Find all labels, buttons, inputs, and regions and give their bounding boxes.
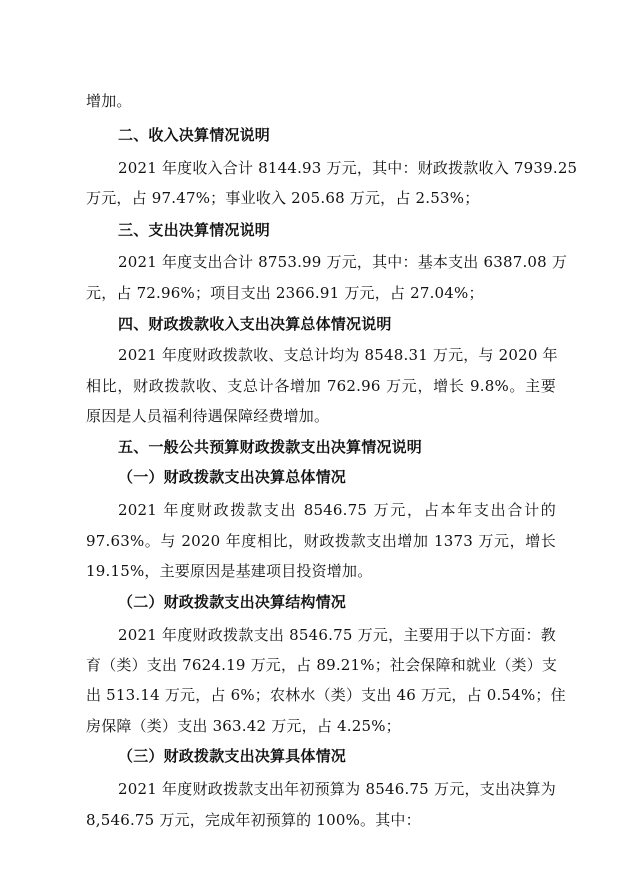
section-heading-fiscal-overall: 四、财政拨款收入支出决算总体情况说明 [118,315,392,333]
paragraph-line: 2021 年度收入合计 8144.93 万元，其中：财政拨款收入 7939.25 [118,159,578,177]
section-heading-general-budget: 五、一般公共预算财政拨款支出决算情况说明 [118,438,423,456]
paragraph-line: 万元，占 97.47%；事业收入 205.68 万元，占 2.53%； [86,189,480,207]
paragraph-line: 8,546.75 万元，完成年初预算的 100%。其中： [86,811,421,829]
paragraph-line: 增加。 [86,92,132,110]
paragraph-line: 2021 年度财政拨款收、支总计均为 8548.31 万元，与 2020 年 [118,346,558,364]
paragraph-line: 房保障（类）支出 363.42 万元，占 4.25%； [86,717,401,735]
paragraph-line: 2021 年度财政拨款支出年初预算为 8546.75 万元，支出决算为 [118,780,556,798]
subsection-heading-details: （三）财政拨款支出决算具体情况 [118,747,347,765]
paragraph-line: 育（类）支出 7624.19 万元，占 89.21%；社会保障和就业（类）支 [86,656,558,674]
paragraph-line: 元，占 72.96%；项目支出 2366.91 万元，占 27.04%； [86,284,484,302]
subsection-heading-overall: （一）财政拨款支出决算总体情况 [118,468,347,486]
paragraph-line: 97.63%。与 2020 年度相比，财政拨款支出增加 1373 万元，增长 [86,532,556,550]
paragraph-line: 原因是人员福利待遇保障经费增加。 [86,407,330,425]
paragraph-line: 2021 年度财政拨款支出 8546.75 万元，主要用于以下方面：教 [118,626,556,644]
subsection-heading-structure: （二）财政拨款支出决算结构情况 [118,593,347,611]
paragraph-line: 19.15%，主要原因是基建项目投资增加。 [86,562,373,580]
section-heading-expenditure: 三、支出决算情况说明 [118,221,271,239]
section-heading-income: 二、收入决算情况说明 [118,126,271,144]
paragraph-line: 2021 年度财政拨款支出 8546.75 万元，占本年支出合计的 [118,501,556,519]
paragraph-line: 出 513.14 万元，占 6%；农林水（类）支出 46 万元，占 0.54%；住 [86,686,566,704]
paragraph-line: 2021 年度支出合计 8753.99 万元，其中：基本支出 6387.08 万 [118,253,568,271]
paragraph-line: 相比，财政拨款收、支总计各增加 762.96 万元，增长 9.8%。主要 [86,377,556,395]
